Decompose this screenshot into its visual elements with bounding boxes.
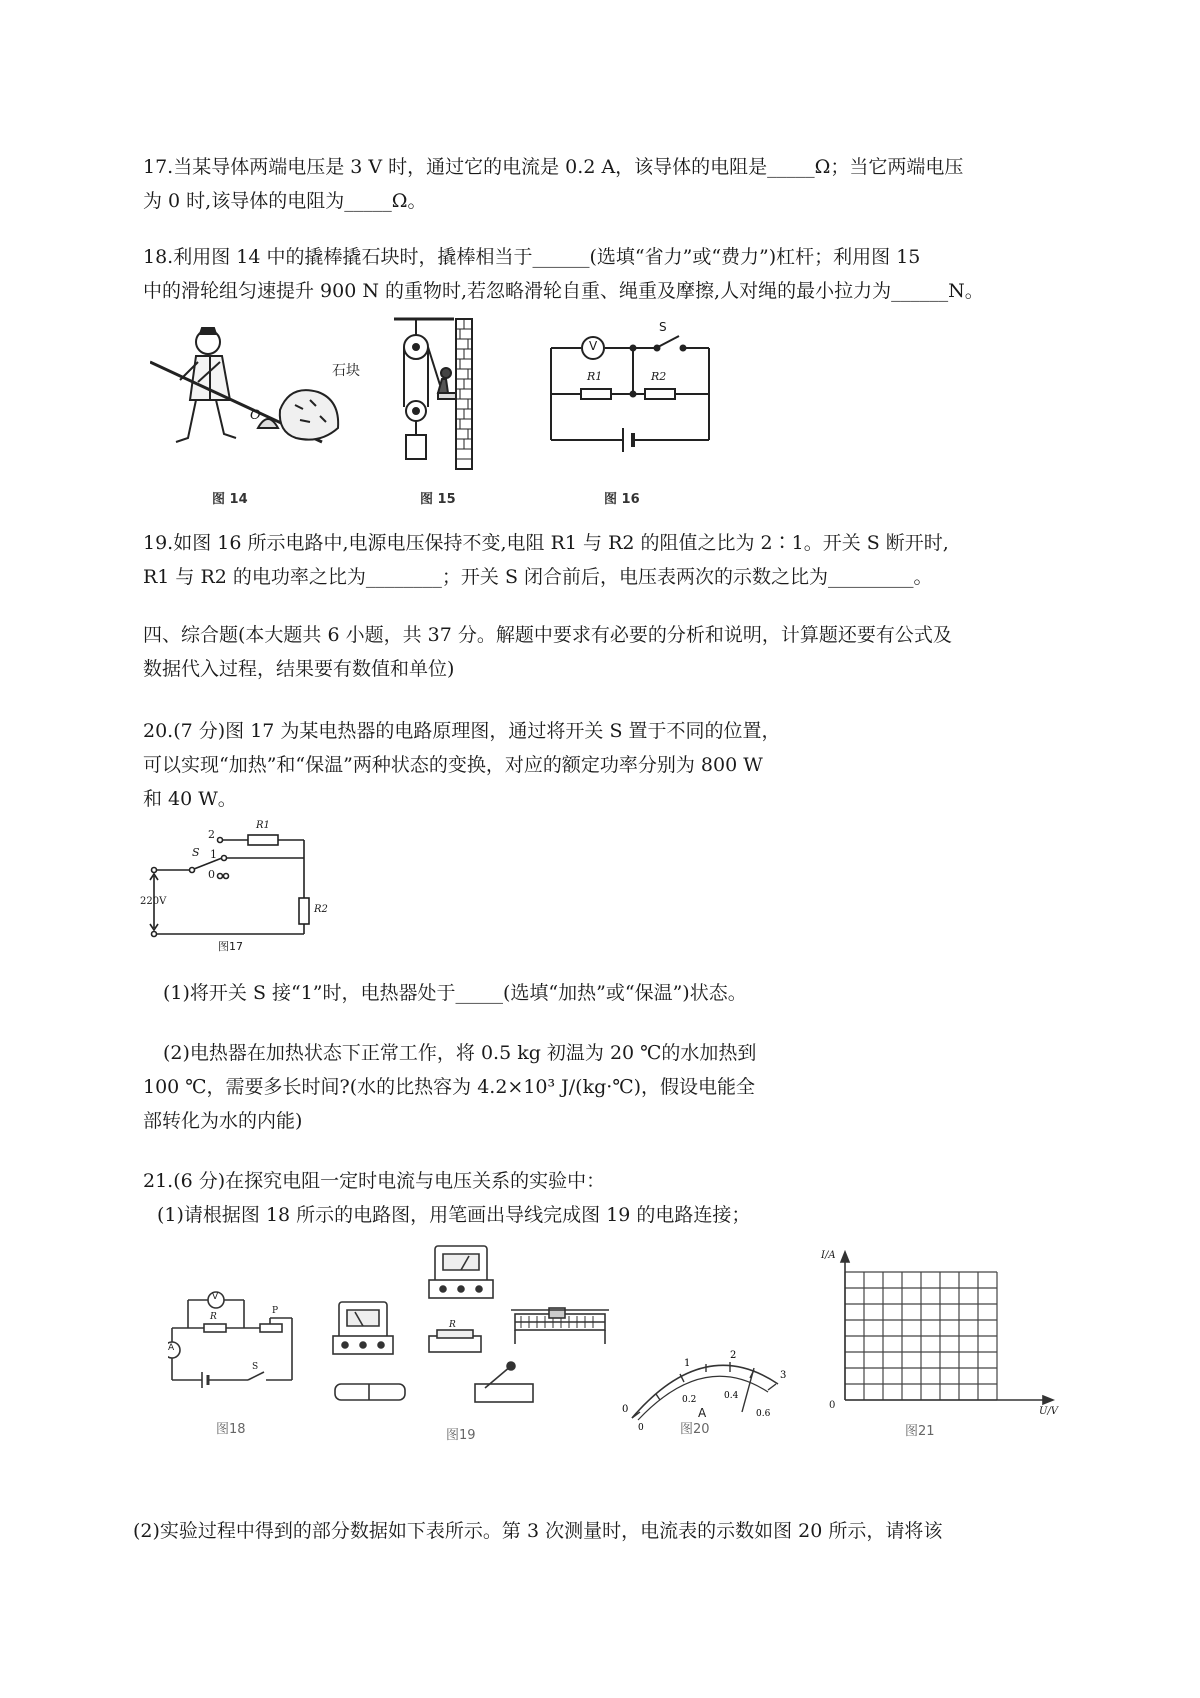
figure-16-caption: 图 16 [604, 492, 640, 507]
svg-text:0: 0 [622, 1404, 629, 1415]
r2-label: R2 [314, 904, 328, 915]
figure-14 [150, 320, 360, 460]
stone-label: 石块 [332, 363, 360, 379]
figure-14-caption: 图 14 [212, 492, 248, 507]
r2-label: R2 [651, 370, 667, 383]
q20-sub2-line3: 部转化为水的内能) [143, 1110, 303, 1132]
q20-sub2-line2: 100 ℃，需要多长时间?(水的比热容为 4.2×10³ J/(kg·℃)，假设电能全 [143, 1076, 755, 1098]
figure-20-caption: 图20 [680, 1422, 710, 1437]
ammeter-label: A [168, 1343, 175, 1353]
circuit-17-diagram [140, 824, 340, 954]
q20-line2: 可以实现“加热”和“保温”两种状态的变换，对应的额定功率分别为 800 W [143, 754, 763, 776]
q21-sub1: (1)请根据图 18 所示的电路图，用笔画出导线完成图 19 的电路连接； [157, 1204, 751, 1226]
dial-unit: A [698, 1406, 707, 1420]
r1-label: R1 [256, 820, 270, 831]
figure-19-caption: 图19 [446, 1428, 476, 1443]
q20-line1: 20.(7 分)图 17 为某电热器的电路原理图，通过将开关 S 置于不同的位置， [143, 720, 781, 742]
iu-grid [825, 1250, 1055, 1420]
pivot-label: O [250, 408, 261, 423]
figure-21-caption: 图21 [905, 1424, 935, 1439]
voltmeter-label: V [589, 339, 598, 353]
pulley-illustration [386, 315, 486, 475]
q19-line2: R1 与 R2 的电功率之比为________；开关 S 闭合前后，电压表两次的示数之比为_________。 [143, 566, 933, 588]
figure-17 [140, 820, 340, 954]
figure-21 [821, 1250, 1059, 1420]
svg-text:3: 3 [780, 1370, 787, 1381]
q18-line1: 18.利用图 14 中的撬棒撬石块时，撬棒相当于______(选填“省力”或“费力”)杠杆；利用图 15 [143, 246, 921, 268]
q21-line1: 21.(6 分)在探究电阻一定时电流与电压关系的实验中： [143, 1170, 606, 1192]
p-label: P [272, 1306, 279, 1316]
voltage-label: 220V [140, 896, 167, 907]
svg-text:0.2: 0.2 [682, 1395, 697, 1405]
figure-16 [545, 320, 715, 455]
svg-text:2: 2 [730, 1350, 737, 1361]
switch-s-label: S [659, 320, 667, 334]
contact-2-label: 2 [208, 828, 215, 841]
circuit-16-diagram [545, 320, 715, 455]
figure-15-caption: 图 15 [420, 492, 456, 507]
svg-text:0.4: 0.4 [724, 1391, 739, 1401]
q17-line2: 为 0 时,该导体的电阻为_____Ω。 [143, 190, 427, 212]
q18-line2: 中的滑轮组匀速提升 900 N 的重物时,若忽略滑轮自重、绳重及摩擦,人对绳的最小拉力为______N。 [143, 280, 984, 302]
q20-sub2-line1: (2)电热器在加热状态下正常工作，将 0.5 kg 初温为 20 ℃的水加热到 [163, 1042, 757, 1064]
q17-line1: 17.当某导体两端电压是 3 V 时，通过它的电流是 0.2 A，该导体的电阻是_____Ω；当它两端电压 [143, 156, 964, 178]
origin-label: 0 [829, 1400, 836, 1411]
q20-line3: 和 40 W。 [143, 788, 237, 810]
r-label: R [210, 1312, 217, 1322]
figure-18-caption: 图18 [216, 1422, 246, 1437]
r-label: R [449, 1320, 456, 1330]
figure-20 [618, 1340, 790, 1430]
figure-18 [168, 1290, 298, 1400]
svg-text:0: 0 [638, 1423, 644, 1430]
voltmeter-label: V [212, 1292, 219, 1302]
section-4-line2: 数据代入过程，结果要有数值和单位) [143, 658, 455, 680]
s-label: S [252, 1362, 259, 1372]
figure-17-caption: 图17 [218, 940, 243, 953]
x-axis-label: U/V [1039, 1406, 1059, 1417]
switch-s-label: S [192, 846, 200, 859]
q19-line1: 19.如图 16 所示电路中,电源电压保持不变,电阻 R1 与 R2 的阻值之比为 2∶1。开关 S 断开时, [143, 532, 949, 554]
figure-15 [386, 315, 486, 475]
svg-text:1: 1 [684, 1358, 691, 1369]
y-axis-label: I/A [821, 1250, 836, 1261]
contact-1-label: 1 [210, 848, 217, 861]
contact-0-label: 0 [208, 868, 215, 881]
circuit-18-diagram [168, 1290, 298, 1400]
q21-sub2: (2)实验过程中得到的部分数据如下表所示。第 3 次测量时，电流表的示数如图 20 所示，请将该 [133, 1520, 943, 1542]
crowbar-illustration [150, 320, 360, 460]
section-4-line1: 四、综合题(本大题共 6 小题，共 37 分。解题中要求有必要的分析和说明，计算题还要有公式及 [143, 624, 952, 646]
r1-label: R1 [587, 370, 603, 383]
svg-text:0.6: 0.6 [756, 1409, 771, 1419]
figure-19 [325, 1240, 615, 1420]
q20-sub1: (1)将开关 S 接“1”时，电热器处于_____(选填“加热”或“保温”)状态。 [163, 982, 747, 1004]
components-illustration [325, 1240, 615, 1420]
